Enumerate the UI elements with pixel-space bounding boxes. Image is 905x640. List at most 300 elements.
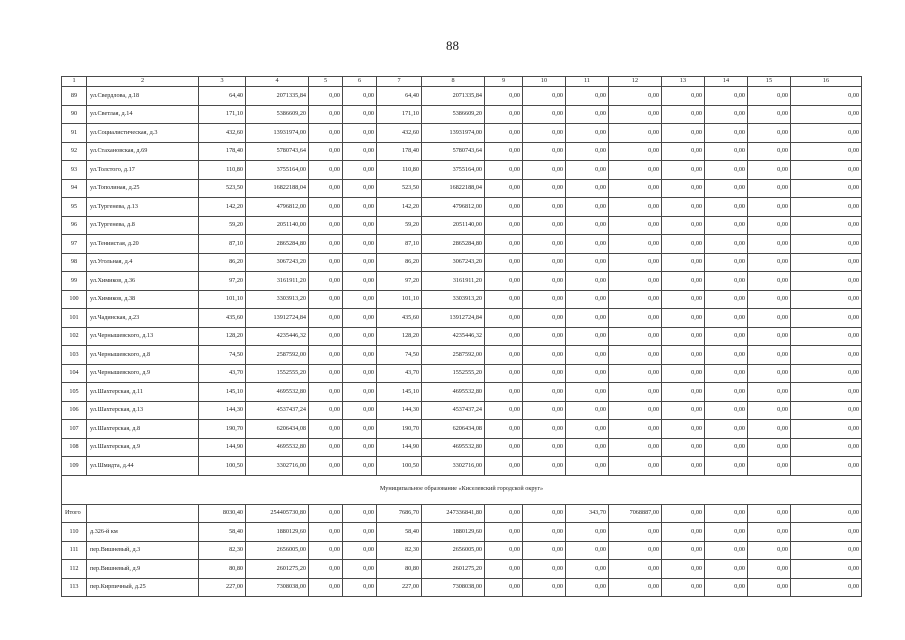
total-cell: 247336841,80 <box>422 504 485 523</box>
table-cell: 0,00 <box>705 523 748 542</box>
table-cell: 43,70 <box>377 364 422 383</box>
table-cell: 0,00 <box>705 383 748 402</box>
table-cell: 0,00 <box>705 198 748 217</box>
table-cell: ул.Чернышевского, д.13 <box>87 327 199 346</box>
table-cell: 0,00 <box>662 383 705 402</box>
table-cell: 0,00 <box>705 124 748 143</box>
table-cell: 4695532,80 <box>246 438 309 457</box>
table-cell: 0,00 <box>791 124 862 143</box>
table-cell: 3067243,20 <box>422 253 485 272</box>
table-cell: 0,00 <box>343 560 377 579</box>
table-cell: 0,00 <box>309 161 343 180</box>
column-header: 10 <box>523 77 566 87</box>
table-cell: 523,50 <box>199 179 246 198</box>
table-cell: 432,60 <box>199 124 246 143</box>
table-cell: 178,40 <box>199 142 246 161</box>
table-cell: 0,00 <box>343 578 377 597</box>
table-cell: 144,90 <box>377 438 422 457</box>
table-row <box>62 541 862 560</box>
table-cell: 4695532,80 <box>422 438 485 457</box>
table-cell: 0,00 <box>343 142 377 161</box>
table-cell: пер.Кирпичный, д.25 <box>87 578 199 597</box>
table-cell: ул.Шмидта, д.44 <box>87 457 199 476</box>
table-cell: 0,00 <box>523 401 566 420</box>
table-cell: 109 <box>62 457 87 476</box>
table-cell: 0,00 <box>566 309 609 328</box>
table-cell: 0,00 <box>343 198 377 217</box>
table-cell: 7308038,00 <box>422 578 485 597</box>
table-cell: 0,00 <box>523 290 566 309</box>
table-cell: 0,00 <box>748 420 791 439</box>
column-header: 8 <box>422 77 485 87</box>
table-cell: 0,00 <box>662 253 705 272</box>
column-header: 5 <box>309 77 343 87</box>
table-cell: 64,40 <box>377 87 422 106</box>
table-cell: 0,00 <box>662 309 705 328</box>
table-row <box>62 87 862 106</box>
table-cell: 0,00 <box>343 105 377 124</box>
table-cell: 0,00 <box>566 457 609 476</box>
table-cell: 0,00 <box>662 578 705 597</box>
table-cell: 0,00 <box>791 87 862 106</box>
table-cell: 0,00 <box>705 105 748 124</box>
table-cell: 0,00 <box>791 161 862 180</box>
table-cell: 0,00 <box>566 142 609 161</box>
column-header: 11 <box>566 77 609 87</box>
table-cell: 0,00 <box>662 142 705 161</box>
table-cell: 0,00 <box>523 198 566 217</box>
table-cell: 142,20 <box>199 198 246 217</box>
table-cell: 0,00 <box>791 327 862 346</box>
table-cell: 0,00 <box>662 272 705 291</box>
table-cell: 0,00 <box>343 272 377 291</box>
table-cell: 0,00 <box>485 87 523 106</box>
table-cell: 95 <box>62 198 87 217</box>
table-cell: 0,00 <box>609 438 662 457</box>
table-cell: 0,00 <box>343 383 377 402</box>
table-cell: 0,00 <box>309 560 343 579</box>
table-cell: 0,00 <box>485 216 523 235</box>
table-cell: 1552555,20 <box>422 364 485 383</box>
table-cell: пер.Вишневый, д.3 <box>87 541 199 560</box>
table-cell: 5780743,64 <box>246 142 309 161</box>
table-cell: 0,00 <box>791 290 862 309</box>
table-cell: 5386609,20 <box>422 105 485 124</box>
table-cell: 0,00 <box>791 578 862 597</box>
table-cell: ул.Тополиная, д.25 <box>87 179 199 198</box>
table-row <box>62 383 862 402</box>
table-cell: 0,00 <box>485 179 523 198</box>
table-cell: 0,00 <box>343 327 377 346</box>
total-cell: 0,00 <box>705 504 748 523</box>
table-cell: 99 <box>62 272 87 291</box>
table-cell: 0,00 <box>748 541 791 560</box>
table-cell: 0,00 <box>748 216 791 235</box>
table-cell: 0,00 <box>566 216 609 235</box>
table-cell: 0,00 <box>309 327 343 346</box>
table-cell: 4695532,80 <box>246 383 309 402</box>
table-cell: пер.Вишневый, д.9 <box>87 560 199 579</box>
table-cell: 178,40 <box>377 142 422 161</box>
table-cell: 0,00 <box>309 346 343 365</box>
table-cell: 3303913,20 <box>246 290 309 309</box>
table-cell: 0,00 <box>748 364 791 383</box>
table-cell: 0,00 <box>566 179 609 198</box>
table-cell: 0,00 <box>309 438 343 457</box>
table-cell: 58,40 <box>377 523 422 542</box>
table-cell: 2865284,80 <box>422 235 485 254</box>
table-row <box>62 420 862 439</box>
table-row <box>62 560 862 579</box>
table-cell: 3161911,20 <box>422 272 485 291</box>
table-cell: 87,10 <box>199 235 246 254</box>
table-cell: ул.Шахтерская, д.8 <box>87 420 199 439</box>
table-cell: 4796812,00 <box>422 198 485 217</box>
table-cell: 3161911,20 <box>246 272 309 291</box>
table-cell: 3302716,00 <box>246 457 309 476</box>
table-cell: 0,00 <box>309 142 343 161</box>
table-cell: 144,30 <box>377 401 422 420</box>
table-cell: 0,00 <box>609 309 662 328</box>
table-cell: 0,00 <box>309 272 343 291</box>
table-cell: 3755164,00 <box>422 161 485 180</box>
table-cell: 0,00 <box>309 87 343 106</box>
table-cell: 0,00 <box>705 438 748 457</box>
table-cell: 16822188,04 <box>246 179 309 198</box>
table-row <box>62 253 862 272</box>
table-cell: 0,00 <box>609 364 662 383</box>
table-cell: 0,00 <box>523 457 566 476</box>
table-cell: 13912724,84 <box>422 309 485 328</box>
table-cell: 110 <box>62 523 87 542</box>
table-cell: 0,00 <box>485 578 523 597</box>
table-cell: 0,00 <box>485 541 523 560</box>
table-cell: ул.Светлая, д.14 <box>87 105 199 124</box>
table-cell: 145,10 <box>199 383 246 402</box>
table-row <box>62 142 862 161</box>
table-cell: 0,00 <box>748 198 791 217</box>
table-cell: ул.Шахтерская, д.11 <box>87 383 199 402</box>
table-cell: 0,00 <box>485 364 523 383</box>
table-cell: 4695532,80 <box>422 383 485 402</box>
table-cell: 112 <box>62 560 87 579</box>
total-cell: 0,00 <box>748 504 791 523</box>
section-row <box>62 475 862 504</box>
table-cell: 0,00 <box>791 438 862 457</box>
table-cell: 1552555,20 <box>246 364 309 383</box>
table-cell: 0,00 <box>523 216 566 235</box>
table-cell: 0,00 <box>609 578 662 597</box>
table-cell: 0,00 <box>791 309 862 328</box>
table-cell: 0,00 <box>748 105 791 124</box>
table-cell: 0,00 <box>662 541 705 560</box>
table-cell: 5780743,64 <box>422 142 485 161</box>
table-cell: ул.Свердлова, д.18 <box>87 87 199 106</box>
table-cell: 74,50 <box>377 346 422 365</box>
table-cell: 0,00 <box>705 578 748 597</box>
table-row <box>62 346 862 365</box>
table-cell: 0,00 <box>791 383 862 402</box>
table-cell: 0,00 <box>609 346 662 365</box>
column-header: 4 <box>246 77 309 87</box>
table-cell: ул.Чернышевского, д.9 <box>87 364 199 383</box>
table-cell: 0,00 <box>485 253 523 272</box>
table-cell: 0,00 <box>309 216 343 235</box>
table-cell: 190,70 <box>377 420 422 439</box>
table-cell: 128,20 <box>199 327 246 346</box>
table-cell: ул.Химиков, д.38 <box>87 290 199 309</box>
table-cell: 59,20 <box>199 216 246 235</box>
table-cell: 0,00 <box>791 198 862 217</box>
table-cell: 0,00 <box>705 309 748 328</box>
table-cell: 0,00 <box>309 253 343 272</box>
table-cell: 2865284,80 <box>246 235 309 254</box>
table-cell: 0,00 <box>748 235 791 254</box>
table-cell: 0,00 <box>609 541 662 560</box>
table-cell: ул.Стахановская, д.69 <box>87 142 199 161</box>
table-cell: 0,00 <box>748 272 791 291</box>
total-cell: 0,00 <box>523 504 566 523</box>
table-cell: 0,00 <box>309 401 343 420</box>
column-header: 1 <box>62 77 87 87</box>
table-cell: 100,50 <box>199 457 246 476</box>
table-cell: д.326-й км <box>87 523 199 542</box>
table-cell: 0,00 <box>609 560 662 579</box>
table-cell: 128,20 <box>377 327 422 346</box>
table-cell: 0,00 <box>609 87 662 106</box>
table-cell: 227,00 <box>199 578 246 597</box>
total-row <box>62 504 862 523</box>
table-cell: 0,00 <box>566 364 609 383</box>
table-cell: 0,00 <box>662 216 705 235</box>
table-cell: 100 <box>62 290 87 309</box>
table-row <box>62 309 862 328</box>
table-cell: 0,00 <box>343 457 377 476</box>
table-cell: 94 <box>62 179 87 198</box>
table-cell: ул.Тургенева, д.13 <box>87 198 199 217</box>
table-cell: 0,00 <box>609 216 662 235</box>
table-cell: 0,00 <box>309 309 343 328</box>
table-cell: 0,00 <box>791 346 862 365</box>
table-cell: 0,00 <box>662 438 705 457</box>
table-cell: 4537437,24 <box>422 401 485 420</box>
column-header: 12 <box>609 77 662 87</box>
table-cell: 0,00 <box>705 253 748 272</box>
table-cell: 0,00 <box>662 290 705 309</box>
table-row <box>62 124 862 143</box>
table-cell: 3067243,20 <box>246 253 309 272</box>
total-cell: 0,00 <box>343 504 377 523</box>
table-cell: 0,00 <box>309 290 343 309</box>
table-cell: 74,50 <box>199 346 246 365</box>
table-cell: 0,00 <box>705 272 748 291</box>
table-cell: 0,00 <box>748 560 791 579</box>
table-cell: 1880129,60 <box>422 523 485 542</box>
table-cell: 0,00 <box>566 560 609 579</box>
table-cell: 0,00 <box>705 161 748 180</box>
table-cell: 0,00 <box>309 541 343 560</box>
table-cell: 0,00 <box>343 253 377 272</box>
table-cell: 0,00 <box>662 401 705 420</box>
table-cell: 0,00 <box>309 523 343 542</box>
table-cell: 0,00 <box>609 198 662 217</box>
table-cell: 92 <box>62 142 87 161</box>
table-cell: 97,20 <box>377 272 422 291</box>
table-cell: 0,00 <box>705 346 748 365</box>
table-cell: 105 <box>62 383 87 402</box>
table-cell: 144,90 <box>199 438 246 457</box>
table-cell: 0,00 <box>523 364 566 383</box>
table-cell: 108 <box>62 438 87 457</box>
table-row <box>62 578 862 597</box>
table-cell: 0,00 <box>523 327 566 346</box>
table-cell: ул.Тениистая, д.20 <box>87 235 199 254</box>
table-header-row <box>62 77 862 87</box>
table-cell: 0,00 <box>343 541 377 560</box>
table-cell: 0,00 <box>343 235 377 254</box>
table-cell: 0,00 <box>343 401 377 420</box>
table-cell: 0,00 <box>705 560 748 579</box>
table-cell: 0,00 <box>566 290 609 309</box>
table-cell: 0,00 <box>662 327 705 346</box>
table-cell: 0,00 <box>485 309 523 328</box>
table-cell: 0,00 <box>748 346 791 365</box>
table-cell: 97,20 <box>199 272 246 291</box>
table-cell: 0,00 <box>748 401 791 420</box>
table-cell: 0,00 <box>609 401 662 420</box>
table-cell: 0,00 <box>309 105 343 124</box>
table-cell: 0,00 <box>343 364 377 383</box>
table-cell: 0,00 <box>609 253 662 272</box>
table-cell: 82,30 <box>377 541 422 560</box>
table-cell: 0,00 <box>485 346 523 365</box>
table-row <box>62 290 862 309</box>
table-cell: 13931974,00 <box>246 124 309 143</box>
table-cell: 0,00 <box>566 161 609 180</box>
table-cell: 0,00 <box>705 216 748 235</box>
table-cell: 0,00 <box>609 383 662 402</box>
table-row <box>62 272 862 291</box>
table-cell: 103 <box>62 346 87 365</box>
table-cell: 0,00 <box>748 253 791 272</box>
table-cell: 87,10 <box>377 235 422 254</box>
table-cell: 0,00 <box>791 457 862 476</box>
table-cell: 0,00 <box>662 346 705 365</box>
table-cell: 113 <box>62 578 87 597</box>
table-cell: 6206434,08 <box>246 420 309 439</box>
table-cell: 0,00 <box>523 578 566 597</box>
table-cell: 2601275,20 <box>246 560 309 579</box>
table-cell: 0,00 <box>566 198 609 217</box>
table-cell: 101,10 <box>199 290 246 309</box>
table-cell: 0,00 <box>485 235 523 254</box>
table-cell: 523,50 <box>377 179 422 198</box>
page-number: 88 <box>446 38 459 53</box>
table-cell: 0,00 <box>705 364 748 383</box>
table-cell: 4235446,32 <box>422 327 485 346</box>
table-cell: 0,00 <box>523 523 566 542</box>
table-cell: 171,10 <box>377 105 422 124</box>
table-cell: 0,00 <box>566 401 609 420</box>
table-cell: 101 <box>62 309 87 328</box>
table-row <box>62 523 862 542</box>
column-header: 9 <box>485 77 523 87</box>
table-cell: 0,00 <box>748 309 791 328</box>
column-header: 3 <box>199 77 246 87</box>
table-cell: 0,00 <box>485 383 523 402</box>
table-cell: 2587592,00 <box>246 346 309 365</box>
table-cell: 89 <box>62 87 87 106</box>
table-cell: 0,00 <box>609 523 662 542</box>
table-cell: 0,00 <box>705 87 748 106</box>
table-cell: 0,00 <box>485 272 523 291</box>
table-cell: 0,00 <box>343 124 377 143</box>
total-cell: 0,00 <box>485 504 523 523</box>
total-cell: 0,00 <box>662 504 705 523</box>
table-cell: 227,00 <box>377 578 422 597</box>
table-cell: 0,00 <box>309 124 343 143</box>
column-header: 15 <box>748 77 791 87</box>
table-cell: 0,00 <box>485 457 523 476</box>
table-cell: 0,00 <box>791 142 862 161</box>
table-cell: 0,00 <box>748 161 791 180</box>
table-cell: 0,00 <box>705 541 748 560</box>
table-cell: 2051140,00 <box>422 216 485 235</box>
table-cell: 0,00 <box>566 578 609 597</box>
table-cell: 86,20 <box>377 253 422 272</box>
table-cell: 5386609,20 <box>246 105 309 124</box>
table-cell: 0,00 <box>343 87 377 106</box>
table-cell: 0,00 <box>523 87 566 106</box>
table-cell: 0,00 <box>485 401 523 420</box>
section-title: Муниципальное образование «Киселевский городской округ» <box>62 475 862 504</box>
table-cell: 2051140,00 <box>246 216 309 235</box>
table-cell: 106 <box>62 401 87 420</box>
table-cell: 0,00 <box>662 457 705 476</box>
table-cell: 0,00 <box>309 198 343 217</box>
table-cell: 82,30 <box>199 541 246 560</box>
table-cell: 0,00 <box>791 401 862 420</box>
table-cell: 0,00 <box>566 541 609 560</box>
total-cell: 7686,70 <box>377 504 422 523</box>
table-cell: 90 <box>62 105 87 124</box>
table-cell: 0,00 <box>748 290 791 309</box>
table-cell: 0,00 <box>309 457 343 476</box>
table-cell: 0,00 <box>566 383 609 402</box>
table-cell: 0,00 <box>662 560 705 579</box>
table-cell: 0,00 <box>748 523 791 542</box>
total-cell: 8030,40 <box>199 504 246 523</box>
table-cell: 0,00 <box>566 523 609 542</box>
table-cell: 0,00 <box>662 105 705 124</box>
table-cell: 0,00 <box>485 420 523 439</box>
table-cell: 0,00 <box>748 124 791 143</box>
table-cell: 0,00 <box>485 198 523 217</box>
table-cell: 0,00 <box>748 578 791 597</box>
table-cell: 0,00 <box>609 420 662 439</box>
table-cell: 0,00 <box>662 523 705 542</box>
table-row <box>62 401 862 420</box>
table-cell: 0,00 <box>566 346 609 365</box>
table-cell: 13912724,84 <box>246 309 309 328</box>
table-cell: 3302716,00 <box>422 457 485 476</box>
table-row <box>62 457 862 476</box>
table-cell: 4796812,00 <box>246 198 309 217</box>
table-cell: 0,00 <box>748 87 791 106</box>
table-cell: 435,60 <box>199 309 246 328</box>
table-cell: 0,00 <box>343 438 377 457</box>
table-cell: 0,00 <box>523 309 566 328</box>
